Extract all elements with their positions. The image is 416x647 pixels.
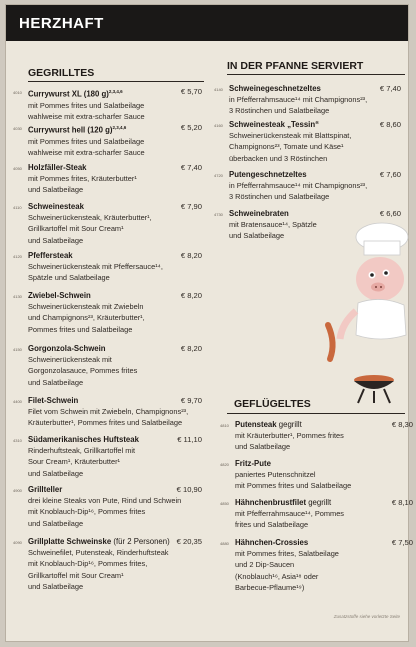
item-name: Putensteak gegrillt bbox=[235, 420, 302, 429]
menu-item bbox=[13, 122, 202, 158]
menu-item bbox=[214, 169, 401, 203]
menu-item bbox=[13, 343, 202, 388]
menu-item bbox=[13, 250, 202, 284]
item-name-suffix: gegrillt bbox=[306, 498, 332, 507]
item-description: Grillkartoffel mit Sour Cream¹ bbox=[28, 224, 124, 234]
item-description: mit Pfefferrahmsauce¹⁴, Pommes bbox=[235, 509, 345, 519]
item-name: Gorgonzola-Schwein bbox=[28, 344, 106, 353]
item-description: in Pfefferrahmsauce¹⁴ mit Champignons²³, bbox=[229, 181, 368, 191]
menu-item bbox=[220, 458, 413, 492]
section-title-pfanne: IN DER PFANNE SERVIERT bbox=[227, 60, 364, 72]
item-name: Grillplatte Schweinske (für 2 Personen) bbox=[28, 537, 170, 546]
item-code: 4120 bbox=[13, 254, 22, 259]
item-price: € 6,60 bbox=[379, 209, 401, 218]
item-price: € 8,20 bbox=[180, 291, 202, 300]
item-code: 4810 bbox=[220, 423, 229, 428]
item-price: € 8,60 bbox=[379, 120, 401, 129]
item-name: Grillteller bbox=[28, 485, 63, 494]
item-description: in Pfefferrahmsauce¹⁴ mit Champignons²³, bbox=[229, 95, 368, 105]
item-code: 4130 bbox=[13, 294, 22, 299]
item-code: 4140 bbox=[214, 87, 223, 92]
item-description: Schweinerückensteak, Kräuterbutter¹, bbox=[28, 213, 152, 223]
item-price: € 7,90 bbox=[180, 202, 202, 211]
item-description: mit Knoblauch-Dip¹⁶, Pommes frites bbox=[28, 507, 146, 517]
item-name: Südamerikanisches Huftsteak bbox=[28, 435, 139, 444]
item-price: € 10,90 bbox=[176, 485, 202, 494]
item-code: 4400 bbox=[13, 399, 22, 404]
item-description: Schweinerückensteak mit Blattspinat, bbox=[229, 131, 352, 141]
menu-item bbox=[13, 162, 202, 196]
item-description: 3 Röstinchen und Salatbeilage bbox=[229, 192, 330, 202]
item-name: Filet-Schwein bbox=[28, 396, 79, 405]
item-description: mit Pommes frites und Salatbeilage bbox=[28, 100, 145, 110]
menu-item bbox=[220, 419, 413, 453]
menu-item bbox=[13, 290, 202, 335]
item-description: Sour Cream¹, Kräuterbutter¹ bbox=[28, 457, 121, 467]
item-description: mit Pommes frites und Salatbeilage bbox=[235, 481, 352, 491]
menu-item bbox=[214, 208, 401, 242]
item-price: € 20,35 bbox=[176, 537, 202, 546]
item-code: 4820 bbox=[220, 462, 229, 467]
menu-item bbox=[13, 395, 202, 429]
menu-item bbox=[214, 119, 401, 164]
item-description: und Salatbeilage bbox=[28, 377, 84, 387]
section-divider bbox=[227, 74, 405, 75]
item-name: Currywurst XL (180 g)$^{2,3,4,6}$ bbox=[28, 89, 123, 99]
item-description: drei kleine Steaks von Pute, Rind und Schwein bbox=[28, 496, 182, 506]
item-price: € 11,10 bbox=[177, 435, 202, 444]
grill-illustration bbox=[350, 369, 398, 405]
item-description: 3 Röstinchen und Salatbeilage bbox=[229, 106, 330, 116]
menu-item bbox=[13, 86, 202, 122]
item-code: 4110 bbox=[13, 205, 22, 210]
section-divider bbox=[28, 81, 204, 82]
item-name: Pfeffersteak bbox=[28, 251, 73, 260]
item-name: Hähnchenbrustfilet gegrillt bbox=[235, 498, 332, 507]
item-price: € 7,40 bbox=[180, 163, 202, 172]
item-description: Schweinefilet, Putensteak, Rinderhuftsteak bbox=[28, 548, 169, 558]
allergen-note: 2,3,4,6 bbox=[108, 89, 123, 94]
item-name: Hähnchen-Crossies bbox=[235, 538, 309, 547]
item-name-suffix: (für 2 Personen) bbox=[111, 537, 170, 546]
item-description: mit Knoblauch-Dip¹⁶, Pommes frites, bbox=[28, 559, 148, 569]
item-description: Grillkartoffel mit Sour Cream¹ bbox=[28, 570, 124, 580]
item-description: Champignons²³, Tomate und Käse¹ bbox=[229, 142, 344, 152]
item-description: und Salatbeilage bbox=[28, 518, 84, 528]
item-name: Holzfäller-Steak bbox=[28, 163, 87, 172]
item-description: und Salatbeilage bbox=[235, 442, 291, 452]
item-name: Currywurst hell (120 g)$^{2,3,4,6}$ bbox=[28, 125, 127, 135]
item-code: 4730 bbox=[214, 212, 223, 217]
item-price: € 5,70 bbox=[180, 87, 202, 96]
item-description: (Knoblauch¹⁶, Asia¹⁸ oder bbox=[235, 571, 319, 581]
item-description: und Salatbeilage bbox=[28, 185, 84, 195]
item-code: 4030 bbox=[13, 126, 22, 131]
item-description: und Champignons²³, Kräuterbutter¹, bbox=[28, 313, 145, 323]
item-description: frites und Salatbeilage bbox=[235, 520, 309, 530]
item-description: überbacken und 3 Röstinchen bbox=[229, 153, 328, 163]
item-price: € 9,70 bbox=[180, 396, 202, 405]
item-description: wahlweise mit extra-scharfer Sauce bbox=[28, 112, 145, 121]
item-description: Gorgonzolasauce, Pommes frites bbox=[28, 366, 138, 376]
item-code: 4850 bbox=[220, 501, 229, 506]
item-description: Kräuterbutter¹, Pommes frites und Salatbeilage bbox=[28, 418, 183, 428]
item-description: mit Kräuterbutter¹, Pommes frites bbox=[235, 431, 344, 441]
item-price: € 5,20 bbox=[180, 123, 202, 132]
item-name: Schweinesteak bbox=[28, 202, 84, 211]
menu-item bbox=[13, 201, 202, 246]
item-description: Filet vom Schwein mit Zwiebeln, Champignons²³, bbox=[28, 407, 189, 417]
footnote: Zusatzstoffe siehe vorletzte Seite bbox=[333, 614, 400, 619]
item-description: Schweinerückensteak mit bbox=[28, 355, 112, 365]
item-name: Zwiebel-Schwein bbox=[28, 291, 91, 300]
item-price: € 8,10 bbox=[391, 498, 413, 507]
item-name: Schweinegeschnetzeltes bbox=[229, 84, 321, 93]
item-description: paniertes Putenschnitzel bbox=[235, 470, 316, 480]
item-name: Fritz-Pute bbox=[235, 459, 271, 468]
item-description: Spätzle und Salatbeilage bbox=[28, 273, 110, 283]
menu-item bbox=[13, 484, 202, 529]
item-price: € 8,20 bbox=[180, 344, 202, 353]
section-divider bbox=[227, 413, 405, 414]
item-code: 4900 bbox=[13, 488, 22, 493]
item-price: € 7,50 bbox=[391, 538, 413, 547]
item-description: wahlweise mit extra-scharfer Sauce bbox=[28, 148, 145, 157]
item-description: und Salatbeilage bbox=[28, 581, 84, 591]
item-name: Putengeschnetzeltes bbox=[229, 170, 307, 179]
item-description: Rinderhuftsteak, Grillkartoffel mit bbox=[28, 446, 136, 456]
item-code: 4010 bbox=[13, 90, 22, 95]
item-price: € 8,30 bbox=[391, 420, 413, 429]
item-description: Schweinerückensteak mit Zwiebeln bbox=[28, 302, 144, 312]
menu-item bbox=[13, 434, 202, 479]
section-title-gefluegeltes: GEFLÜGELTES bbox=[234, 398, 311, 410]
item-description: mit Pommes frites, Kräuterbutter¹ bbox=[28, 174, 137, 184]
item-code: 4880 bbox=[220, 541, 229, 546]
menu-item bbox=[214, 83, 401, 117]
item-code: 4720 bbox=[214, 173, 223, 178]
allergen-note: 2,3,4,6 bbox=[112, 125, 127, 130]
item-description: mit Bratensauce¹⁴, Spätzle bbox=[229, 220, 317, 230]
page-title: HERZHAFT bbox=[19, 14, 104, 32]
item-price: € 7,60 bbox=[379, 170, 401, 179]
item-description: und Salatbeilage bbox=[28, 468, 84, 478]
menu-page bbox=[5, 4, 413, 642]
item-description: und Salatbeilage bbox=[28, 235, 84, 245]
section-title-gegrilltes: GEGRILLTES bbox=[28, 67, 95, 79]
item-price: € 7,40 bbox=[379, 84, 401, 93]
item-description: mit Pommes frites, Salatbeilage bbox=[235, 549, 339, 559]
item-name: Schweinesteak „Tessin“ bbox=[229, 120, 319, 129]
menu-item bbox=[220, 497, 413, 531]
item-description: mit Pommes frites und Salatbeilage bbox=[28, 136, 145, 146]
menu-item bbox=[220, 537, 413, 593]
menu-header bbox=[6, 5, 408, 41]
item-name: Schweinebraten bbox=[229, 209, 289, 218]
item-code: 4310 bbox=[13, 438, 22, 443]
item-price: € 8,20 bbox=[180, 251, 202, 260]
item-code: 4160 bbox=[214, 123, 223, 128]
item-description: Pommes frites und Salatbeilage bbox=[28, 324, 133, 334]
menu-item bbox=[13, 536, 202, 592]
item-code: 4090 bbox=[13, 540, 22, 545]
item-description: Schweinerückensteak mit Pfeffersauce¹⁴, bbox=[28, 262, 163, 272]
item-code: 4050 bbox=[13, 166, 22, 171]
item-description: Barbecue-Pflaume¹⁹) bbox=[235, 582, 305, 592]
item-description: und 2 Dip-Saucen bbox=[235, 560, 295, 570]
item-description: und Salatbeilage bbox=[229, 231, 285, 241]
item-name-suffix: gegrillt bbox=[276, 420, 302, 429]
item-code: 4150 bbox=[13, 347, 22, 352]
